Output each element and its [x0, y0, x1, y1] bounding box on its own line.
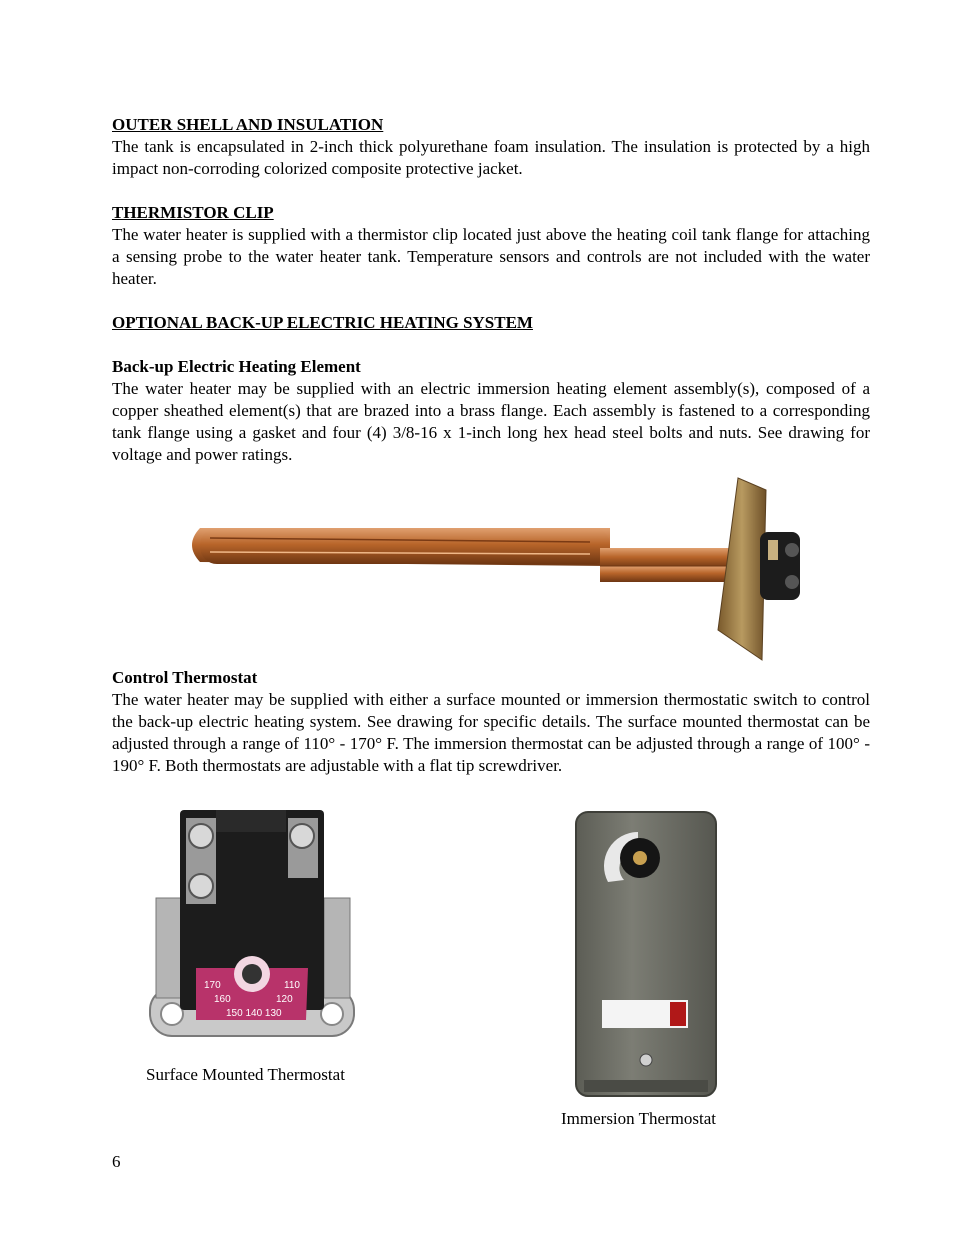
dial-label-160: 160	[214, 994, 231, 1005]
surface-thermostat-image	[146, 808, 358, 1040]
element-heading: Back-up Electric Heating Element	[112, 357, 361, 376]
dial-label-110: 110	[284, 980, 300, 991]
outer-shell-section	[112, 114, 870, 180]
outer-shell-text: The tank is encapsulated in 2-inch thick polyurethane foam insulation. The insulation is protected by a high impact non-corroding colorized composite protective jacket.	[112, 137, 870, 178]
thermistor-section	[112, 202, 870, 290]
immersion-thermostat-image	[574, 810, 718, 1100]
thermistor-text: The water heater is supplied with a thermistor clip located just above the heating coil tank flange for attaching a sensing probe to the water heater tank. Temperature sensors and controls are not included with the water heater.	[112, 225, 870, 288]
dial-label-170: 170	[204, 980, 221, 991]
surface-thermostat-caption: Surface Mounted Thermostat	[146, 1065, 345, 1084]
element-text: The water heater may be supplied with an electric immersion heating element assembly(s), composed of a copper sheathed element(s) that are brazed into a brass flange. Each assembly is fastened to a corresponding tank flange using a gasket and four (4) 3/8-16 x 1-inch long hex head steel bolts and nuts. See drawing for voltage and power ratings.	[112, 379, 870, 464]
thermostat-section	[112, 667, 870, 777]
element-section	[112, 356, 870, 466]
heating-element-image	[170, 470, 820, 665]
page-number: 6	[112, 1152, 121, 1171]
thermostat-text: The water heater may be supplied with either a surface mounted or immersion thermostatic switch to control the back-up electric heating system. See drawing for specific details. The surface mounted thermostat can be adjusted through a range of 110° - 170° F. The immersion thermostat can be adjusted through a range of 100° - 190° F. Both thermostats are adjustable with a flat tip screwdriver.	[112, 690, 870, 775]
backup-section	[112, 312, 870, 334]
thermostat-heading: Control Thermostat	[112, 668, 258, 687]
outer-shell-heading: OUTER SHELL AND INSULATION	[112, 115, 384, 134]
thermistor-heading: THERMISTOR CLIP	[112, 203, 274, 222]
dial-label-bottom: 150 140 130	[226, 1008, 282, 1019]
dial-label-120: 120	[276, 994, 293, 1005]
immersion-thermostat-caption: Immersion Thermostat	[561, 1109, 717, 1128]
backup-heading: OPTIONAL BACK-UP ELECTRIC HEATING SYSTEM	[112, 313, 533, 332]
